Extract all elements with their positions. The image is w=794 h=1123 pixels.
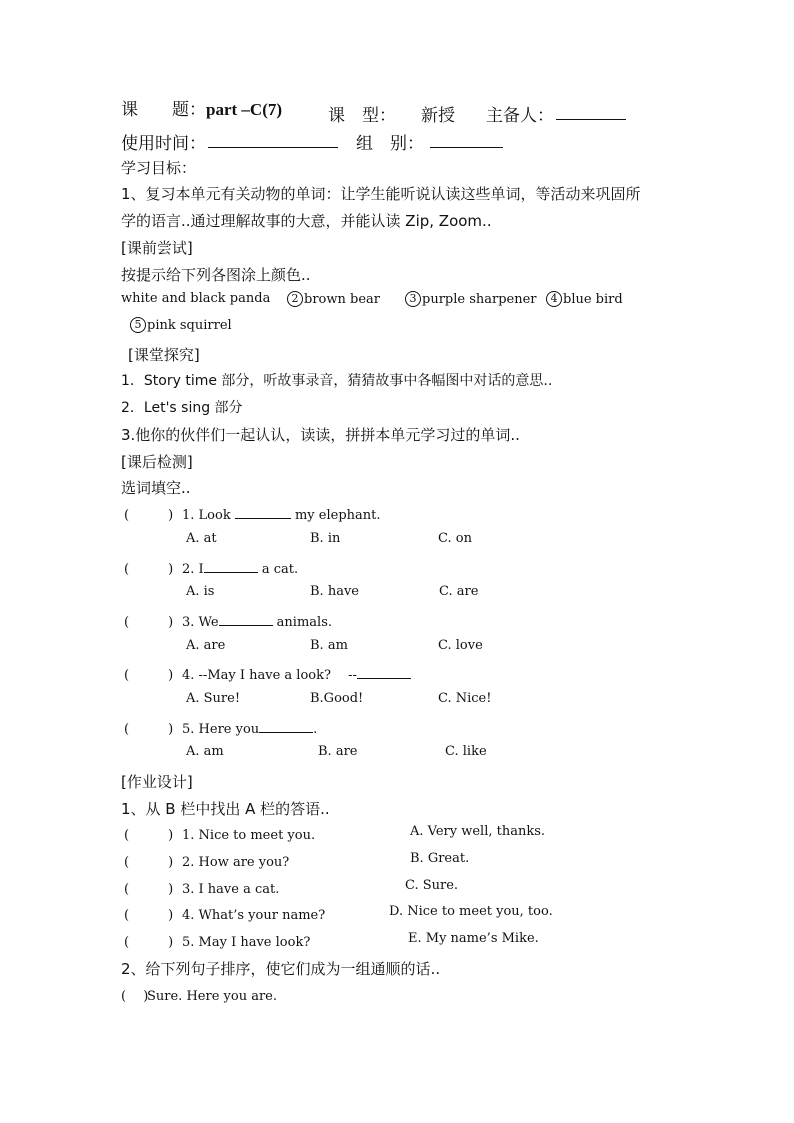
answer-paren[interactable]: ( ) — [124, 668, 174, 683]
option-a[interactable]: A. are — [186, 638, 226, 653]
homework-task-1: 1、从 B 栏中找出 A 栏的答语.. — [121, 800, 330, 818]
color-item-2-text: brown bear — [304, 292, 380, 307]
check-heading: [课后检测] — [121, 453, 193, 471]
order-item-text: Sure. Here you are. — [147, 989, 277, 1004]
match-row-4 — [124, 904, 325, 923]
match-a-text: 2. How are you? — [182, 855, 290, 870]
answer-paren[interactable]: ( ) — [124, 562, 174, 577]
option-c[interactable]: C. love — [438, 638, 483, 653]
question-text-end: . — [313, 722, 318, 737]
match-b-text: B. Great. — [410, 851, 470, 866]
topic-value: part –C(7) — [206, 100, 283, 119]
match-b-text: D. Nice to meet you, too. — [389, 904, 553, 919]
option-b[interactable]: B. am — [310, 638, 348, 653]
answer-paren[interactable]: ( ) — [124, 615, 174, 630]
circle-number-3: 3 — [405, 291, 421, 307]
answer-paren[interactable]: ( ) — [124, 508, 174, 523]
match-row-5 — [124, 931, 310, 950]
circle-number-2: 2 — [287, 291, 303, 307]
homework-task-2: 2、给下列句子排序，使它们成为一组通顺的话.. — [121, 960, 441, 978]
answer-paren[interactable]: ( ) — [124, 722, 174, 737]
time-label: 使用时间： — [121, 134, 206, 154]
answer-paren[interactable]: ( ) — [124, 855, 174, 870]
match-a-text: 4. What’s your name? — [182, 908, 326, 923]
option-a[interactable]: A. is — [186, 584, 215, 599]
question-text: 4. --May I have a look? -- — [182, 668, 357, 683]
question-4 — [124, 664, 411, 683]
type-value: 新授 — [421, 106, 455, 126]
match-b-text: A. Very well, thanks. — [410, 824, 546, 839]
circle-number-4: 4 — [546, 291, 562, 307]
option-b[interactable]: B. are — [318, 744, 358, 759]
match-a-text: 3. I have a cat. — [182, 882, 280, 897]
question-text: 1. Look — [182, 508, 231, 523]
answer-paren[interactable]: ( ) — [124, 908, 174, 923]
color-item-2 — [287, 291, 380, 307]
question-text: 2. I — [182, 562, 204, 577]
check-instruction: 选词填空.. — [121, 479, 191, 497]
question-1 — [124, 504, 381, 523]
option-b[interactable]: B.Good! — [310, 691, 364, 706]
fill-blank[interactable] — [235, 504, 291, 519]
match-a-text: 1. Nice to meet you. — [182, 828, 316, 843]
color-item-5 — [130, 317, 232, 333]
option-c[interactable]: C. Nice! — [438, 691, 492, 706]
match-a-text: 5. May I have look? — [182, 935, 311, 950]
fill-blank[interactable] — [259, 718, 313, 733]
explore-line-1: 1．Story time 部分，听故事录音，猜猜故事中各幅图中对话的意思.. — [121, 373, 553, 389]
pretry-heading: [课前尝试] — [121, 239, 193, 257]
question-text: 3. We — [182, 615, 219, 630]
color-item-4 — [546, 291, 623, 307]
match-row-3 — [124, 878, 279, 897]
type-label: 课 型： — [328, 106, 396, 126]
option-a[interactable]: A. Sure! — [186, 691, 241, 706]
fill-blank[interactable] — [357, 664, 411, 679]
color-item-3 — [405, 291, 537, 307]
homework-heading: [作业设计] — [121, 773, 193, 791]
header-row-1 — [121, 101, 282, 119]
color-item-3-text: purple sharpener — [422, 292, 537, 307]
group-blank[interactable] — [430, 131, 503, 148]
option-c[interactable]: C. are — [439, 584, 479, 599]
fill-blank[interactable] — [219, 611, 273, 626]
order-row-1 — [121, 985, 277, 1004]
question-3 — [124, 611, 332, 630]
topic-label: 课 题： — [121, 100, 206, 120]
question-5 — [124, 718, 317, 737]
fill-blank[interactable] — [204, 558, 258, 573]
answer-paren[interactable]: ( ) — [121, 989, 149, 1004]
question-text-end: animals. — [276, 615, 332, 630]
goals-heading: 学习目标： — [121, 159, 197, 177]
time-blank[interactable] — [208, 131, 338, 148]
answer-paren[interactable]: ( ) — [124, 935, 174, 950]
preparer-label: 主备人： — [486, 106, 554, 126]
match-b-text: E. My name’s Mike. — [408, 931, 539, 946]
option-c[interactable]: C. on — [438, 531, 472, 546]
color-item-4-text: blue bird — [563, 292, 623, 307]
pretry-instruction: 按提示给下列各图涂上颜色.. — [121, 266, 311, 284]
explore-heading: [课堂探究] — [128, 346, 200, 364]
option-c[interactable]: C. like — [445, 744, 487, 759]
question-text-end: my elephant. — [294, 508, 381, 523]
question-2 — [124, 558, 298, 577]
match-row-1 — [124, 824, 315, 843]
match-b-text: C. Sure. — [405, 878, 459, 893]
circle-number-5: 5 — [130, 317, 146, 333]
answer-paren[interactable]: ( ) — [124, 882, 174, 897]
option-b[interactable]: B. in — [310, 531, 341, 546]
option-a[interactable]: A. am — [186, 744, 224, 759]
option-a[interactable]: A. at — [186, 531, 217, 546]
goals-line-2: 学的语言..通过理解故事的大意，并能认读 Zip, Zoom.. — [121, 212, 492, 230]
explore-line-2: 2．Let's sing 部分 — [121, 400, 243, 416]
group-label: 组 别： — [356, 134, 424, 154]
explore-line-3: 3.他你的伙伴们一起认认，读读，拼拼本单元学习过的单词.. — [121, 426, 520, 444]
match-row-2 — [124, 851, 289, 870]
question-text: 5. Here you — [182, 722, 260, 737]
preparer-blank[interactable] — [556, 103, 626, 120]
color-item-1: white and black panda — [121, 291, 271, 306]
question-text-end: a cat. — [261, 562, 299, 577]
option-b[interactable]: B. have — [310, 584, 359, 599]
goals-line-1: 1、复习本单元有关动物的单词：让学生能听说认读这些单词，等活动来巩固所 — [121, 185, 641, 203]
color-item-5-text: pink squirrel — [147, 318, 232, 333]
answer-paren[interactable]: ( ) — [124, 828, 174, 843]
